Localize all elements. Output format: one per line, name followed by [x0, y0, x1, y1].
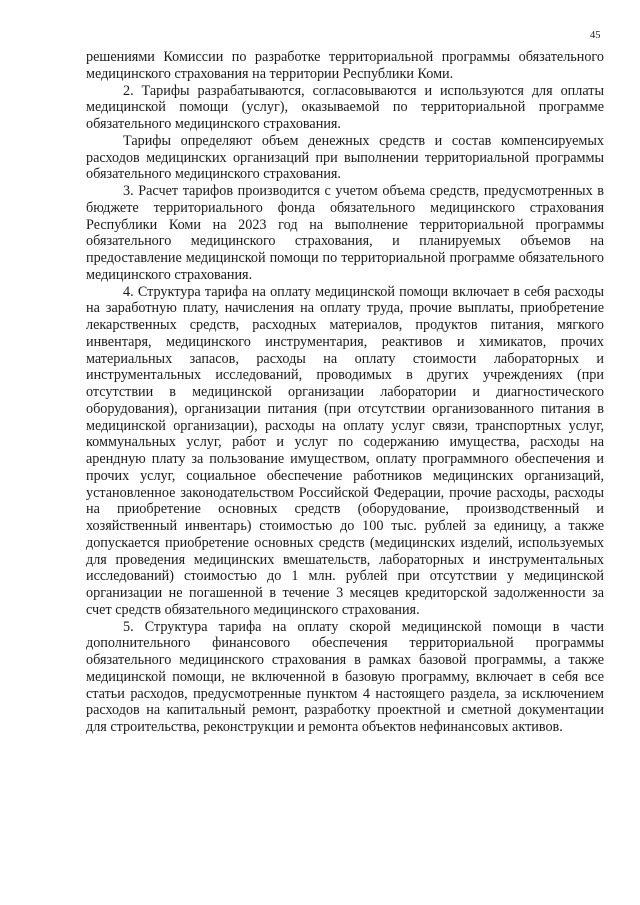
document-body: [86, 49, 604, 736]
paragraph-item-2: 2. Тарифы разрабатываются, согласовываются и используются для оплаты медицинской помощи (услуг), оказываемой по территориальной программе обязательного медицинского страхования.: [86, 82, 604, 132]
page-number: 45: [590, 30, 601, 41]
paragraph-tariffs-definition: Тарифы определяют объем денежных средств и состав компенсируемых расходов медицинских организаций при выполнении территориальной программы обязательного медицинского страхования.: [86, 132, 604, 183]
paragraph-continuation: решениями Комиссии по разработке территориальной программы обязательного медицинского страхования на территории Республики Коми.: [86, 49, 604, 82]
paragraph-item-4: 4. Структура тарифа на оплату медицинской помощи включает в себя расходы на заработную плату, начисления на оплату труда, прочие выплаты, приобретение лекарственных средств, расходных материалов, продуктов питания, мягкого инвентаря, медицинского инструментария, реактивов и химикатов, прочих материальных запасов, расходы на оплату стоимости лабораторных и инструментальных исследований, проводимых в других учреждениях (при отсутствии в медицинской организации лаборатории и диагностического оборудования), организации питания (при отсутствии организованного питания в медицинской организации), расходы на оплату услуг связи, транспортных услуг, коммунальных услуг, работ и услуг по содержанию имущества, расходы на арендную плату за пользование имуществом, оплату программного обеспечения и прочих услуг, социальное обеспечение работников медицинских организаций, установленное законодательством Российской Федерации, прочие расходы, расходы на приобретение основных средств (оборудование, производственный и хозяйственный инвентарь) стоимостью до 100 тыс. рублей за единицу, а также допускается приобретение основных средств (медицинских изделий, используемых для проведения медицинских вмешательств, лабораторных и инструментальных исследований) стоимостью до 1 млн. рублей при отсутствии у медицинской организации не погашенной в течение 3 месяцев кредиторской задолженности за счет средств обязательного медицинского страхования.: [86, 283, 604, 618]
paragraph-item-5: 5. Структура тарифа на оплату скорой медицинской помощи в части дополнительного финансового обеспечения территориальной программы обязательного медицинского страхования в рамках базовой программы, а также медицинской помощи, не включенной в базовую программу, включает в себя все статьи расходов, предусмотренные пунктом 4 настоящего раздела, за исключением расходов на капитальный ремонт, разработку проектной и сметной документации для строительства, реконструкции и ремонта объектов нефинансовых активов.: [86, 618, 604, 735]
paragraph-item-3: 3. Расчет тарифов производится с учетом объема средств, предусмотренных в бюджете территориального фонда обязательного медицинского страхования Республики Коми на 2023 год на выполнение территориальной программы обязательного медицинского страхования, и планируемых объемов на предоставление медицинской помощи по территориальной программе обязательного медицинского страхования.: [86, 183, 604, 283]
